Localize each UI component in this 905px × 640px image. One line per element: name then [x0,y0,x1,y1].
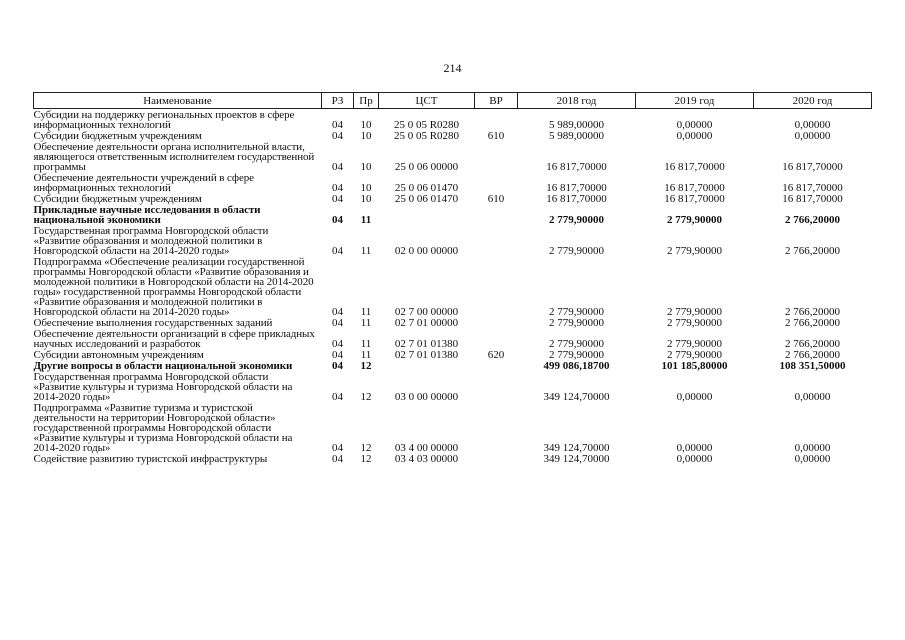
cell-vr: 610 [487,193,505,205]
column-header-cst: ЦСТ [379,93,475,109]
cell-rz: 04 [332,349,343,361]
cell-cst: 02 7 00 00000 [394,306,459,318]
cell-rz: 04 [332,338,343,350]
cell-name: Содействие развитию туристской инфраструктуры [33,453,268,465]
cell-2018: 349 124,70000 [543,453,610,465]
cell-2020: 2 766,20000 [785,306,840,318]
cell-vr [475,204,518,225]
table-row [34,225,872,256]
cell-2020: 16 817,70000 [782,161,843,173]
cell-2018: 2 779,90000 [549,338,604,350]
cell-vr: 610 [487,130,505,142]
cell-2018: 16 817,70000 [546,161,607,173]
cell-2020: 2 766,20000 [785,317,840,329]
cell-2020: 0,00000 [794,442,831,454]
table-row [34,109,872,131]
cell-vr [475,172,518,193]
cell-cst: 02 7 01 00000 [394,317,459,329]
cell-cst: 03 0 00 00000 [394,391,459,403]
cell-rz: 04 [332,442,343,454]
cell-pr: 11 [360,214,372,226]
cell-vr: 620 [487,349,505,361]
column-header-pr: Пр [354,93,379,109]
cell-rz: 04 [332,453,343,465]
cell-2018: 16 817,70000 [546,193,607,205]
cell-cst: 25 0 05 R0280 [393,119,460,131]
page-number: 214 [443,61,462,75]
cell-2018: 5 989,00000 [549,130,604,142]
cell-2019: 16 817,70000 [664,182,725,194]
cell-rz: 04 [332,360,343,372]
cell-name: Обеспечение деятельности организаций в сфере прикладных научных исследований и разработок [33,328,315,350]
cell-2018: 2 779,90000 [549,306,604,318]
cell-rz: 04 [332,214,343,226]
cell-rz: 04 [332,182,343,194]
cell-cst: 25 0 05 R0280 [393,130,460,142]
cell-vr [475,360,518,371]
cell-2018: 349 124,70000 [543,391,610,403]
cell-name: Субсидии бюджетным учреждениям [33,193,202,205]
cell-name: Обеспечение деятельности органа исполнительной власти, являющегося ответственным исполнителем государственной программы [33,141,315,173]
table-row [34,402,872,453]
table-row [34,453,872,464]
cell-2018: 2 779,90000 [549,214,604,226]
cell-name: Подпрограмма «Развитие туризма и туристской деятельности на территории Новгородской области» государственной программы Новгородской области «Развитие культуры и туризма Новгородской области на 2014-2020 годы» [33,402,293,454]
cell-cst: 02 7 01 01380 [394,349,459,361]
cell-2019: 0,00000 [676,130,713,142]
cell-pr: 11 [360,338,372,350]
cell-pr: 10 [360,161,372,173]
cell-cst: 03 4 03 00000 [394,453,459,465]
cell-cst: 25 0 06 01470 [394,182,459,194]
cell-rz: 04 [332,119,343,131]
cell-name: Обеспечение деятельности учреждений в сфере информационных технологий [33,172,254,194]
cell-pr: 12 [360,442,372,454]
cell-name: Обеспечение выполнения государственных заданий [33,317,273,329]
cell-pr: 11 [360,349,372,361]
cell-2018: 2 779,90000 [549,349,604,361]
cell-2020: 0,00000 [794,119,831,131]
table-row [34,360,872,371]
column-header-2019: 2019 год [636,93,754,109]
cell-vr [475,402,518,453]
cell-name: Государственная программа Новгородской области «Развитие культуры и туризма Новгородской области на 2014-2020 годы» [33,371,293,403]
table-row [34,204,872,225]
cell-2019: 2 779,90000 [667,306,722,318]
cell-pr: 11 [360,245,372,257]
cell-name: Подпрограмма «Обеспечение реализации государственной программы Новгородской области «Развитие образования и молодежной политики в Новгородской области на 2014-2020 годы» государственной программы Новгородской области «Развитие образования и молодежной политики в Новгородской области на 2014-2020 годы» [33,256,314,318]
column-header-2020: 2020 год [754,93,872,109]
column-header-vr: ВР [475,93,518,109]
table-header-row [34,93,872,109]
cell-2020: 0,00000 [794,130,831,142]
cell-name: Государственная программа Новгородской области «Развитие образования и молодежной политики в Новгородской области на 2014-2020 годы» [33,225,269,257]
cell-rz: 04 [332,130,343,142]
table-row [34,349,872,360]
cell-2020: 0,00000 [794,453,831,465]
cell-2018: 2 779,90000 [549,317,604,329]
table-row [34,371,872,402]
cell-pr: 12 [360,453,372,465]
cell-name: Субсидии бюджетным учреждениям [33,130,202,142]
cell-pr: 11 [360,317,372,329]
cell-name: Другие вопросы в области национальной экономики [33,360,293,372]
cell-2018: 16 817,70000 [546,182,607,194]
cell-name: Субсидии автономным учреждениям [33,349,204,361]
cell-2020: 108 351,50000 [779,360,846,372]
cell-pr: 10 [360,182,372,194]
cell-2018: 499 086,18700 [543,360,610,372]
cell-2019: 0,00000 [676,453,713,465]
cell-pr: 10 [360,119,372,131]
cell-2019: 16 817,70000 [664,193,725,205]
cell-rz: 04 [332,245,343,257]
cell-vr [475,453,518,464]
table-row [34,317,872,328]
cell-2019: 0,00000 [676,391,713,403]
cell-vr [475,328,518,349]
cell-2020: 2 766,20000 [785,245,840,257]
cell-rz: 04 [332,193,343,205]
cell-vr [475,256,518,317]
cell-pr: 12 [360,391,372,403]
cell-2019: 101 185,80000 [661,360,728,372]
cell-vr [475,141,518,172]
cell-pr: 12 [360,360,372,372]
cell-2020: 2 766,20000 [785,214,840,226]
cell-vr [475,371,518,402]
cell-2019: 0,00000 [676,119,713,131]
cell-cst [379,360,475,371]
cell-2019: 2 779,90000 [667,245,722,257]
cell-2020: 0,00000 [794,391,831,403]
cell-rz: 04 [332,161,343,173]
cell-rz: 04 [332,391,343,403]
column-header-rz: РЗ [322,93,354,109]
cell-pr: 10 [360,130,372,142]
column-header-2018: 2018 год [518,93,636,109]
cell-2019: 2 779,90000 [667,349,722,361]
cell-2019: 16 817,70000 [664,161,725,173]
cell-2018: 349 124,70000 [543,442,610,454]
cell-2020: 2 766,20000 [785,338,840,350]
cell-cst: 02 7 01 01380 [394,338,459,350]
table-row [34,172,872,193]
cell-cst: 02 0 00 00000 [394,245,459,257]
cell-2020: 16 817,70000 [782,193,843,205]
cell-2019: 0,00000 [676,442,713,454]
table-row [34,193,872,204]
cell-rz: 04 [332,317,343,329]
cell-cst [379,204,475,225]
cell-vr [475,109,518,131]
cell-cst: 25 0 06 01470 [394,193,459,205]
cell-rz: 04 [332,306,343,318]
cell-name: Прикладные научные исследования в области национальной экономики [33,204,261,226]
cell-pr: 11 [360,306,372,318]
cell-pr: 10 [360,193,372,205]
budget-table [33,92,872,464]
cell-2020: 2 766,20000 [785,349,840,361]
table-row [34,130,872,141]
cell-cst: 03 4 00 00000 [394,442,459,454]
table-row [34,141,872,172]
cell-2019: 2 779,90000 [667,338,722,350]
cell-2019: 2 779,90000 [667,317,722,329]
cell-vr [475,225,518,256]
cell-2018: 2 779,90000 [549,245,604,257]
column-header-name: Наименование [34,93,322,109]
table-row [34,328,872,349]
cell-vr [475,317,518,328]
cell-cst: 25 0 06 00000 [394,161,459,173]
cell-2018: 5 989,00000 [549,119,604,131]
cell-2020: 16 817,70000 [782,182,843,194]
cell-2019: 2 779,90000 [667,214,722,226]
table-row [34,256,872,317]
table-body [34,109,872,465]
cell-name: Субсидии на поддержку региональных проектов в сфере информационных технологий [33,109,295,131]
